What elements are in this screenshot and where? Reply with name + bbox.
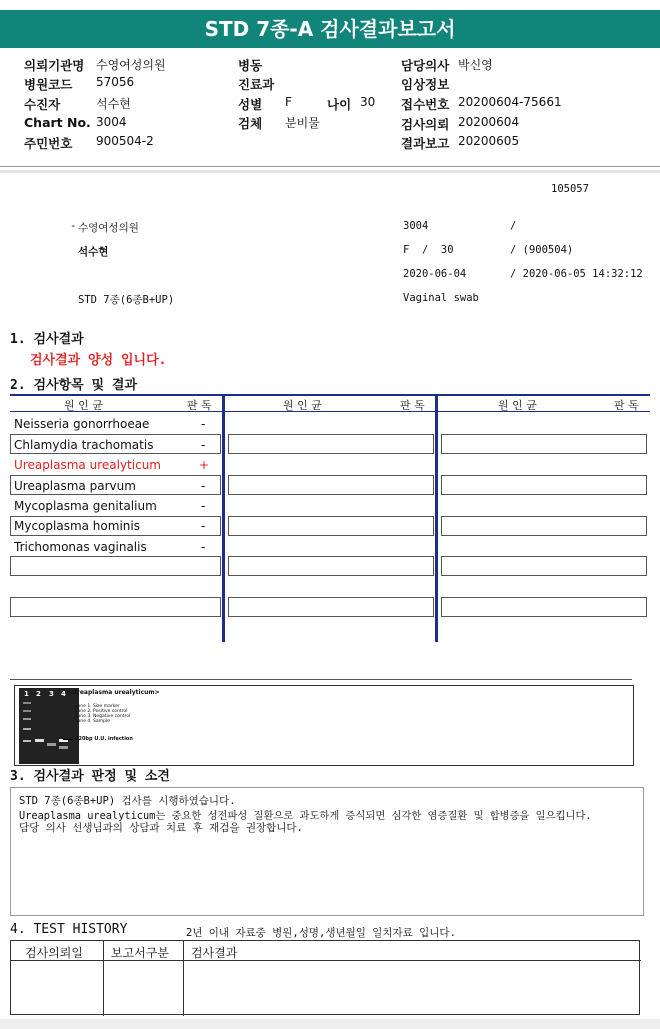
history-table bbox=[10, 940, 640, 1015]
info-label: 병동 bbox=[238, 58, 263, 73]
info-label: 주민번호 bbox=[24, 136, 73, 151]
column-divider bbox=[435, 394, 438, 642]
result-box bbox=[228, 597, 434, 617]
result-box bbox=[441, 516, 647, 536]
lane-label: 2 bbox=[36, 690, 41, 698]
comment-line: 담당 의사 선생님과의 상담과 치료 후 재검을 권장합니다. bbox=[19, 822, 303, 834]
gel-legend-item: Lane 4. Sample bbox=[75, 719, 110, 724]
gel-legend-item: Lane 2. Positive control bbox=[75, 709, 128, 714]
pathogen-result: - bbox=[201, 499, 206, 513]
result-box bbox=[441, 434, 647, 454]
result-box bbox=[228, 434, 434, 454]
band-label: 220bp U.U. infection bbox=[75, 736, 133, 742]
pathogen-name: Mycoplasma genitalium bbox=[14, 499, 157, 513]
report-chart: 3004 bbox=[403, 220, 429, 232]
gel-band bbox=[23, 718, 31, 720]
comment-line: Ureaplasma urealyticum는 중요한 성전파성 질환으로 과도하게 증식되면 심각한 염증질환 및 합병증을 일으킵니다. bbox=[19, 810, 592, 822]
result-box bbox=[228, 475, 434, 495]
gel-band bbox=[23, 740, 31, 742]
info-label: 접수번호 bbox=[401, 97, 450, 112]
pathogen-result: - bbox=[201, 438, 206, 452]
report-title: STD 7종-A 검사결과보고서 bbox=[0, 10, 660, 48]
report-sex-age: F / 30 bbox=[403, 244, 454, 256]
info-value: 분비물 bbox=[285, 116, 320, 130]
info-value: 3004 bbox=[96, 115, 127, 129]
pathogen-name-positive: Ureaplasma urealyticum bbox=[14, 458, 161, 472]
report-reported: / 2020-06-05 14:32:12 bbox=[510, 268, 643, 280]
info-value: F bbox=[285, 95, 292, 109]
pathogen-name: Ureaplasma parvum bbox=[14, 479, 136, 493]
info-label: 검체 bbox=[238, 116, 263, 131]
gel-image bbox=[19, 688, 79, 764]
info-value: 20200605 bbox=[458, 134, 520, 148]
info-value: 석수현 bbox=[96, 97, 131, 111]
section4-title: 4. TEST HISTORY bbox=[10, 922, 128, 937]
section1-title: 1. 검사결과 bbox=[10, 332, 84, 347]
pathogen-name: Neisseria gonorrhoeae bbox=[14, 417, 150, 431]
lane-label: 1 bbox=[24, 690, 29, 698]
col-pathogen: 원 인 균 bbox=[498, 399, 537, 412]
pathogen-name: Chlamydia trachomatis bbox=[14, 438, 154, 452]
report-patient: 석수현 bbox=[78, 246, 109, 258]
result-positive: 검사결과 양성 입니다. bbox=[30, 353, 167, 368]
age-label: 나이 bbox=[327, 97, 352, 112]
pathogen-result: - bbox=[201, 540, 206, 554]
info-label: 수진자 bbox=[24, 97, 61, 112]
info-label: 검사의뢰 bbox=[401, 117, 450, 132]
history-col: 검사의뢰일 bbox=[25, 946, 83, 960]
report-number: 105057 bbox=[551, 183, 589, 195]
report-clinic: 수영여성의원 bbox=[78, 222, 139, 234]
gel-band bbox=[59, 746, 68, 749]
gel-legend bbox=[75, 704, 130, 724]
info-label: Chart No. bbox=[24, 115, 91, 130]
gel-band bbox=[23, 710, 31, 712]
report-slash: / bbox=[510, 220, 517, 232]
pathogen-name: Mycoplasma hominis bbox=[14, 519, 140, 533]
result-box bbox=[441, 597, 647, 617]
info-label: 결과보고 bbox=[401, 136, 450, 151]
info-value: 박신영 bbox=[458, 58, 493, 72]
col-divider bbox=[103, 941, 104, 1016]
info-value: 20200604-75661 bbox=[458, 95, 562, 109]
history-col: 검사결과 bbox=[191, 946, 238, 960]
gel-band bbox=[23, 702, 31, 704]
gel-title: <Ureaplasma urealyticum> bbox=[67, 689, 160, 696]
col-judge: 판 독 bbox=[400, 399, 425, 412]
result-box bbox=[228, 556, 434, 576]
report-birth: / (900504) bbox=[510, 244, 574, 256]
info-value: 20200604 bbox=[458, 115, 520, 129]
history-col: 보고서구분 bbox=[111, 946, 169, 960]
result-box bbox=[228, 516, 434, 536]
divider bbox=[0, 170, 660, 173]
result-box bbox=[441, 475, 647, 495]
info-value: 57056 bbox=[96, 75, 135, 89]
info-label: 임상정보 bbox=[401, 77, 450, 92]
gel-band bbox=[35, 739, 44, 742]
age-value: 30 bbox=[360, 95, 376, 109]
result-box bbox=[10, 556, 221, 576]
lane-label: 3 bbox=[49, 690, 54, 698]
section2-title: 2. 검사항목 및 결과 bbox=[10, 378, 138, 393]
pathogen-result: - bbox=[201, 519, 206, 533]
section3-title: 3. 검사결과 판정 및 소견 bbox=[10, 769, 170, 784]
comment-box bbox=[10, 787, 644, 916]
comment-line: STD 7종(6종B+UP) 검사를 시행하였습니다. bbox=[19, 795, 236, 807]
column-divider bbox=[222, 394, 225, 642]
pathogen-result-positive: + bbox=[199, 458, 210, 472]
clinic-prefix: - bbox=[70, 220, 77, 232]
col-divider bbox=[183, 941, 184, 1016]
result-box bbox=[441, 556, 647, 576]
col-judge: 판 독 bbox=[187, 399, 212, 412]
report-received: 2020-06-04 bbox=[403, 268, 467, 280]
report-test-name: STD 7종(6종B+UP) bbox=[78, 294, 175, 306]
col-judge: 판 독 bbox=[614, 399, 639, 412]
report-specimen: Vaginal swab bbox=[403, 292, 479, 304]
arrow-icon bbox=[63, 739, 73, 740]
results-table-header bbox=[10, 394, 650, 412]
info-label: 진료과 bbox=[238, 77, 275, 92]
pathogen-name: Trichomonas vaginalis bbox=[14, 540, 147, 554]
patient-info bbox=[0, 52, 660, 167]
page-footer bbox=[0, 1019, 660, 1029]
lane-label: 4 bbox=[61, 690, 66, 698]
info-label: 성별 bbox=[238, 97, 263, 112]
gel-legend-item: Lane 1. Size marker bbox=[75, 704, 120, 709]
history-note: 2년 이내 자료중 병원,성명,생년월일 일치자료 입니다. bbox=[186, 927, 456, 939]
info-label: 의뢰기관명 bbox=[24, 58, 85, 73]
gel-band bbox=[47, 743, 56, 746]
gel-image-panel bbox=[14, 685, 634, 766]
info-value: 900504-2 bbox=[96, 134, 154, 148]
pathogen-result: - bbox=[201, 479, 206, 493]
result-box bbox=[10, 597, 221, 617]
divider bbox=[10, 679, 632, 680]
gel-band bbox=[23, 728, 31, 730]
info-label: 병원코드 bbox=[24, 77, 73, 92]
info-value: 수영여성의원 bbox=[96, 58, 166, 72]
col-pathogen: 원 인 균 bbox=[283, 399, 322, 412]
gel-legend-item: Lane 3. Negative control bbox=[75, 714, 131, 719]
pathogen-result: - bbox=[201, 417, 206, 431]
history-header bbox=[11, 941, 641, 961]
info-label: 담당의사 bbox=[401, 58, 450, 73]
col-pathogen: 원 인 균 bbox=[64, 399, 103, 412]
